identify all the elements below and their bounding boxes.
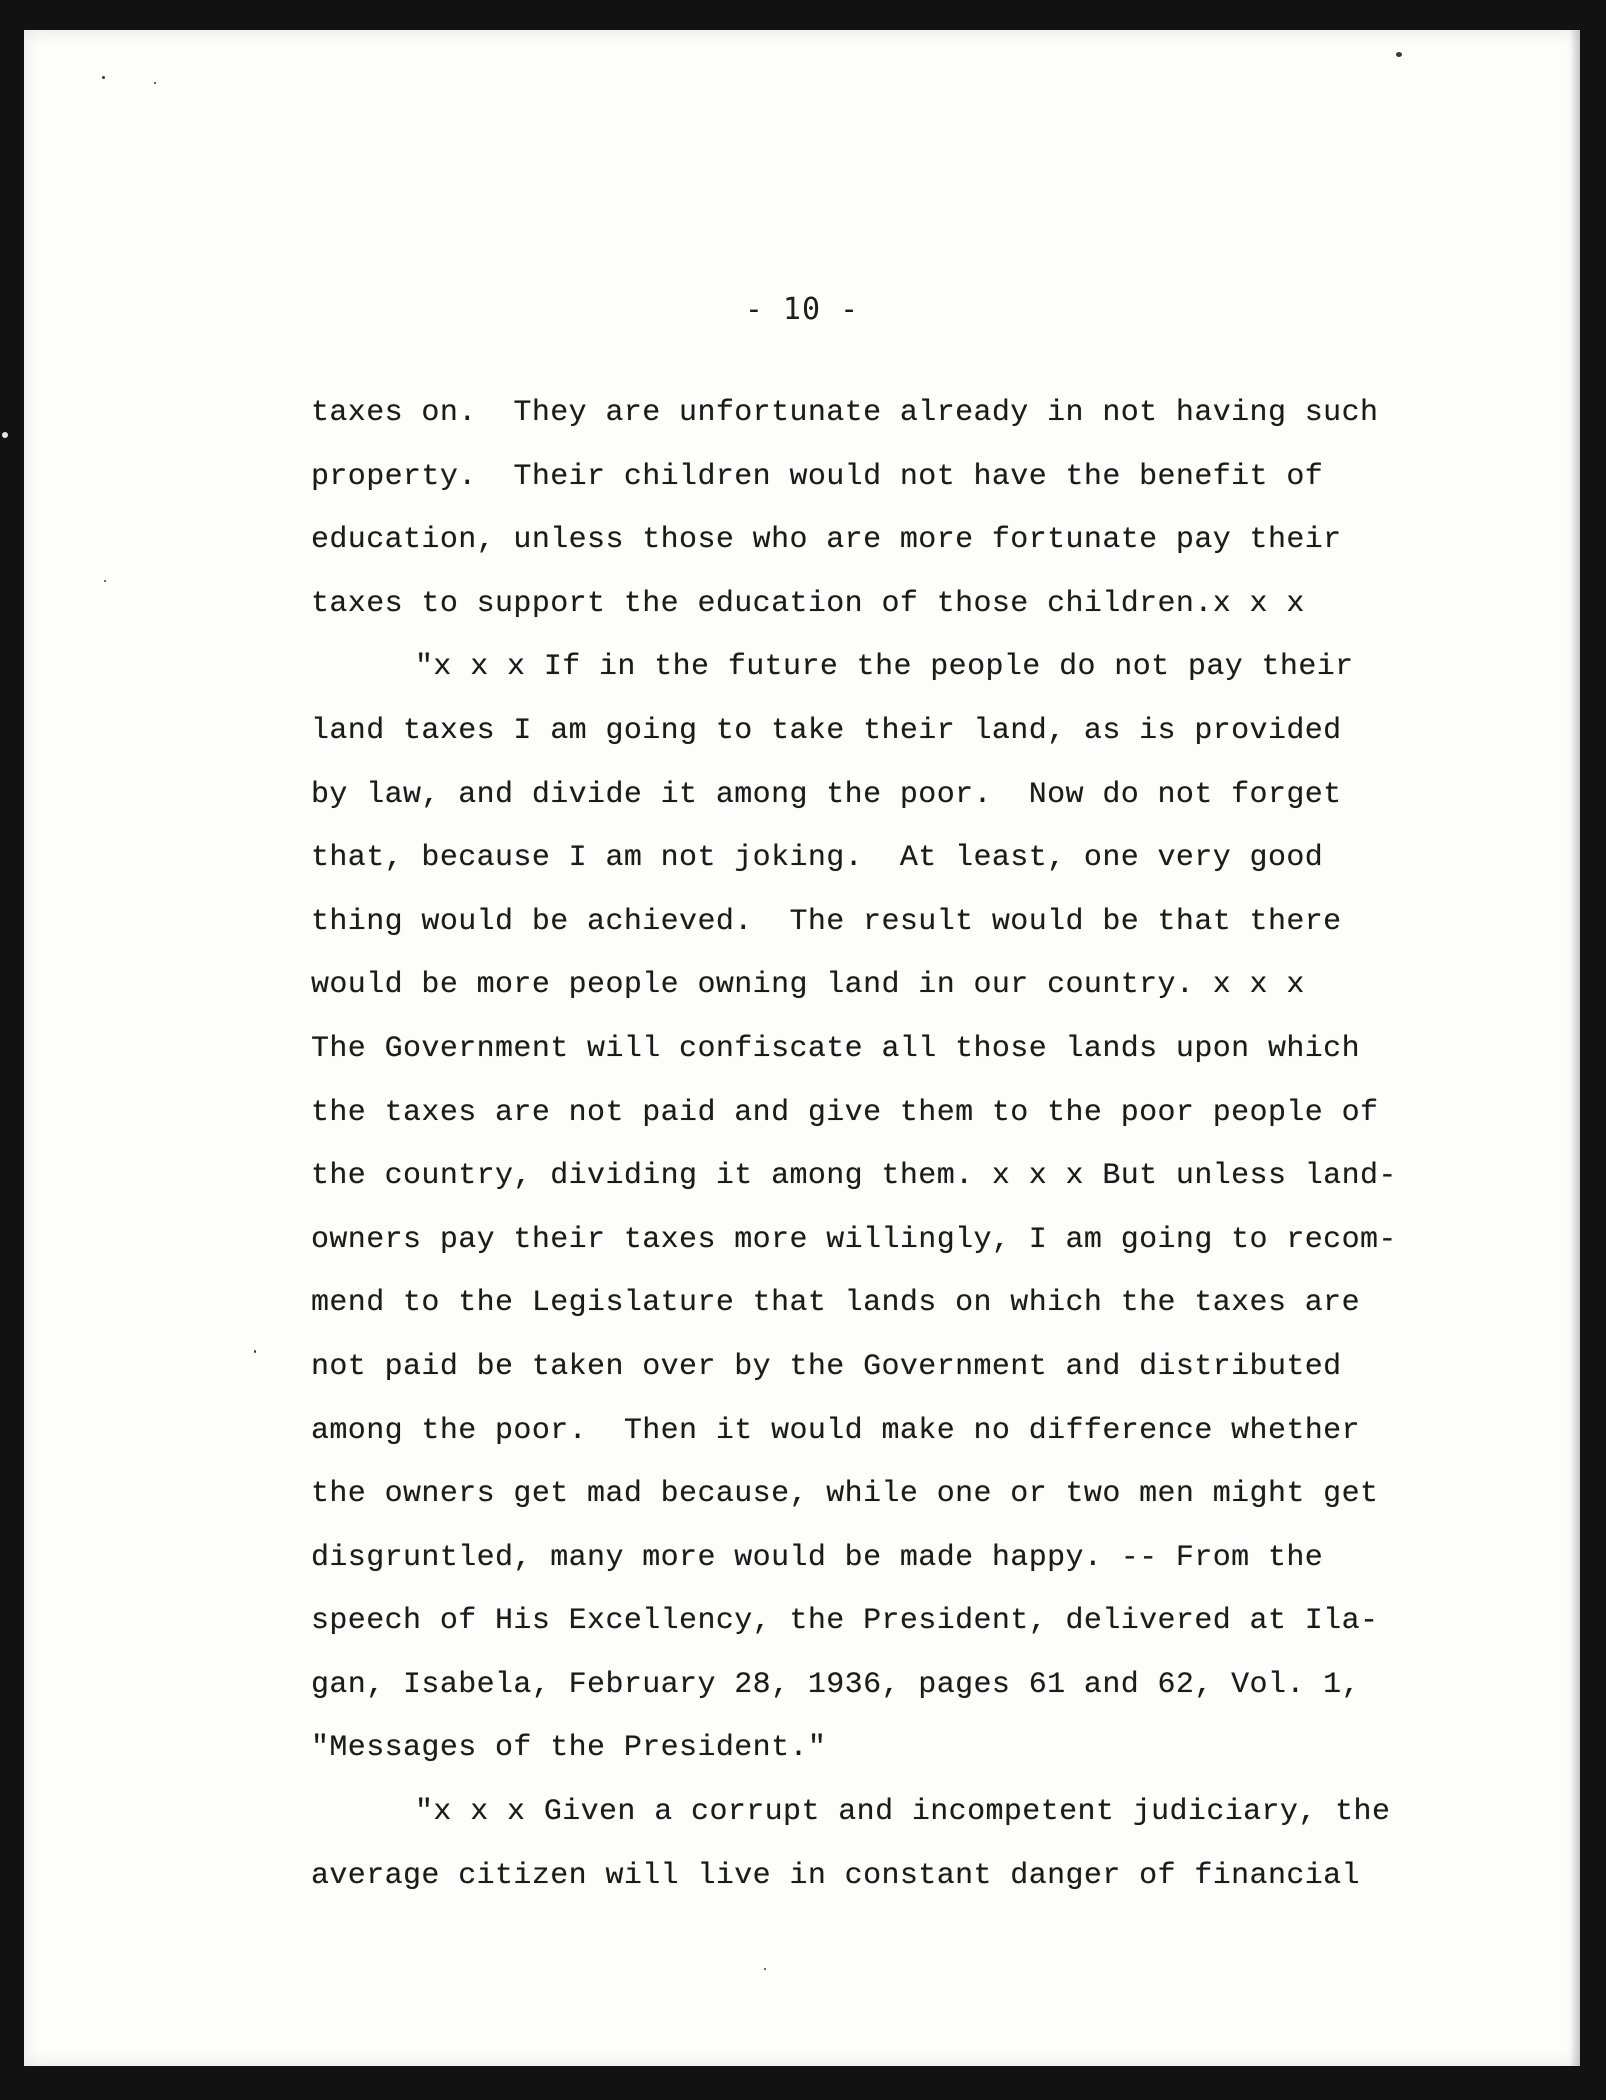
page-number: - 10 - [744, 292, 860, 327]
text-line: taxes to support the education of those children.x x x [311, 586, 1305, 621]
text-line: that, because I am not joking. At least, one very good [311, 841, 1324, 876]
text-line: property. Their children would not have the benefit of [311, 459, 1324, 494]
text-line: "Messages of the President." [311, 1731, 827, 1766]
text-line: average citizen will live in constant danger of financial [311, 1858, 1360, 1893]
text-line: thing would be achieved. The result would be that there [311, 904, 1342, 939]
text-line: land taxes I am going to take their land, as is provided [311, 713, 1342, 748]
text-line: the country, dividing it among them. x x x But unless land- [311, 1159, 1397, 1194]
scan-speck [764, 1968, 766, 1970]
text-line: "x x x If in the future the people do not pay their [415, 650, 1354, 685]
text-line: disgruntled, many more would be made happy. -- From the [311, 1540, 1324, 1575]
scan-speck [102, 76, 105, 79]
text-line: "x x x Given a corrupt and incompetent judiciary, the [415, 1795, 1391, 1830]
text-line: The Government will confiscate all those lands upon which [311, 1031, 1360, 1066]
text-line: speech of His Excellency, the President, delivered at Ila- [311, 1604, 1379, 1639]
text-line: not paid be taken over by the Government and distributed [311, 1349, 1342, 1384]
page-edge-shadow [1570, 30, 1580, 2066]
document-page [24, 30, 1580, 2066]
text-line: taxes on. They are unfortunate already in not having such [311, 396, 1379, 430]
scan-speck [154, 82, 156, 84]
text-line: education, unless those who are more fortunate pay their [311, 523, 1342, 558]
scan-speck [254, 1350, 256, 1353]
text-line: gan, Isabela, February 28, 1936, pages 61 and 62, Vol. 1, [311, 1667, 1360, 1702]
scan-speck [1396, 52, 1402, 57]
text-line: would be more people owning land in our country. x x x [311, 968, 1305, 1003]
scan-speck [104, 580, 106, 582]
text-line: owners pay their taxes more willingly, I am going to recom- [311, 1222, 1397, 1257]
text-line: the taxes are not paid and give them to the poor people of [311, 1095, 1379, 1130]
text-line: among the poor. Then it would make no difference whether [311, 1413, 1360, 1448]
scan-speck [2, 432, 8, 438]
body-text [311, 382, 1491, 1908]
text-line: by law, and divide it among the poor. Now do not forget [311, 777, 1342, 812]
text-line: the owners get mad because, while one or two men might get [311, 1477, 1379, 1512]
text-line: mend to the Legislature that lands on which the taxes are [311, 1286, 1360, 1321]
